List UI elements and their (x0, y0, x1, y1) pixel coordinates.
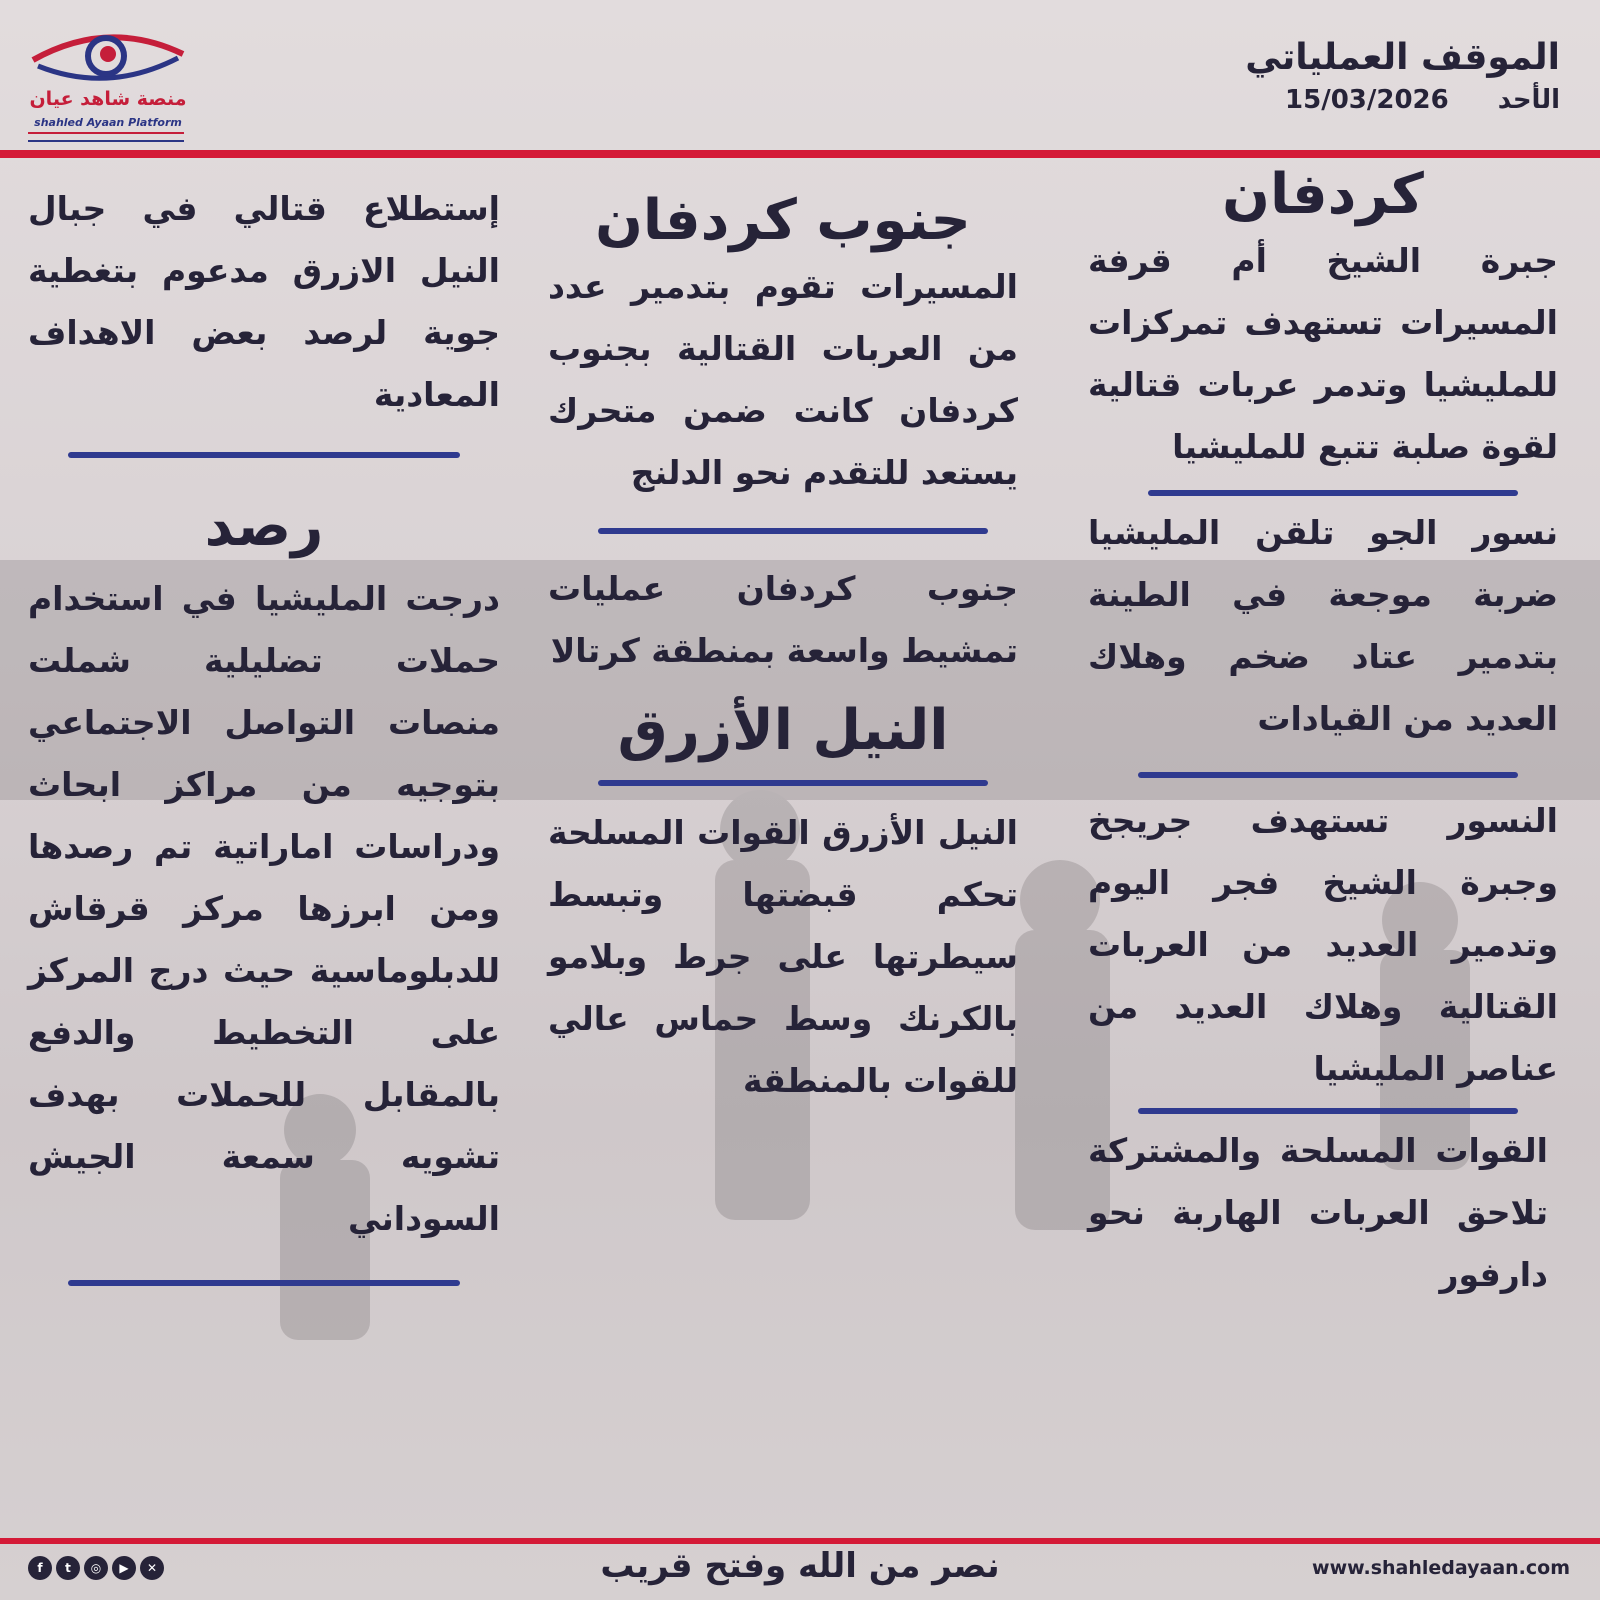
news-item: درجت المليشيا في استخدام حملات تضليلية شملت منصات التواصل الاجتماعي بتوجيه من مراكز ابحاث ودراسات اماراتية تم رصدها ومن ابرزها مركز قرقاش للدبلوماسية حيث درج المركز على التخطيط والدفع بالمقابل للحملات بهدف تشويه سمعة الجيش السوداني (28, 579, 500, 1238)
news-item: جنوب كردفان عمليات تمشيط واسعة بمنطقة كرتالا (548, 569, 1018, 670)
facebook-icon[interactable]: f (28, 1556, 52, 1580)
section-divider (68, 452, 460, 458)
top-divider (0, 150, 1600, 158)
news-item: نسور الجو تلقن المليشيا ضربة موجعة في الطينة بتدمير عتاد ضخم وهلاك العديد من القيادات (1088, 513, 1558, 738)
logo-name-arabic: منصة شاهد عيان (29, 88, 187, 110)
youtube-icon[interactable]: ▶ (112, 1556, 136, 1580)
news-item: النسور تستهدف جريجخ وجبرة الشيخ فجر اليوم وتدمير العديد من العربات القتالية وهلاك العديد من عناصر المليشيا (1088, 801, 1558, 1088)
section-divider (1138, 772, 1518, 778)
news-item: جبرة الشيخ أم قرفة المسيرات تستهدف تمركزات للمليشيا وتدمر عربات قتالية لقوة صلبة تتبع للمليشيا (1088, 241, 1558, 466)
heading-monitoring: رصد (204, 494, 324, 559)
footer-slogan: نصر من الله وفتح قريب (600, 1546, 1000, 1586)
news-item: القوات المسلحة والمشتركة تلاحق العربات الهاربة نحو دارفور (1088, 1131, 1548, 1294)
x-icon[interactable]: ✕ (140, 1556, 164, 1580)
heading-blue-nile: النيل الأزرق (617, 698, 949, 763)
title-block (1245, 36, 1560, 120)
date-label: 15/03/2026 (1285, 85, 1449, 115)
section-divider (598, 780, 988, 786)
news-item: النيل الأزرق القوات المسلحة تحكم قبضتها وتبسط سيطرتها على جرط وبلامو بالكرنك وسط حماس عالي للقوات بالمنطقة (548, 813, 1018, 1100)
bottom-divider (0, 1538, 1600, 1544)
section-divider (1138, 1108, 1518, 1114)
heading-kordofan: كردفان (1222, 162, 1424, 227)
section-divider (68, 1280, 460, 1286)
page-title: الموقف العملياتي (1245, 37, 1560, 78)
website-link[interactable]: www.shahledayaan.com (1312, 1557, 1570, 1579)
news-item: إستطلاع قتالي في جبال النيل الازرق مدعوم بتغطية جوية لرصد بعض الاهداف المعادية (28, 189, 500, 414)
logo-name-english: shahled Ayaan Platform (34, 116, 182, 129)
column-south-kordofan (548, 186, 1018, 1112)
section-divider (598, 528, 988, 534)
section-divider (1148, 490, 1518, 496)
header (0, 0, 1600, 155)
date-row (1245, 80, 1560, 120)
twitter-icon[interactable]: t (56, 1556, 80, 1580)
platform-logo (28, 24, 198, 144)
instagram-icon[interactable]: ◎ (84, 1556, 108, 1580)
column-kordofan (1088, 160, 1558, 1306)
news-item: المسيرات تقوم بتدمير عدد من العربات القتالية بجنوب كردفان كانت ضمن متحرك يستعد للتقدم نحو الدلنج (548, 267, 1018, 492)
column-monitoring (28, 178, 500, 1286)
eye-icon (28, 24, 188, 88)
heading-south-kordofan: جنوب كردفان (595, 188, 971, 253)
logo-underline (28, 132, 184, 142)
day-label: الأحد (1497, 85, 1560, 115)
